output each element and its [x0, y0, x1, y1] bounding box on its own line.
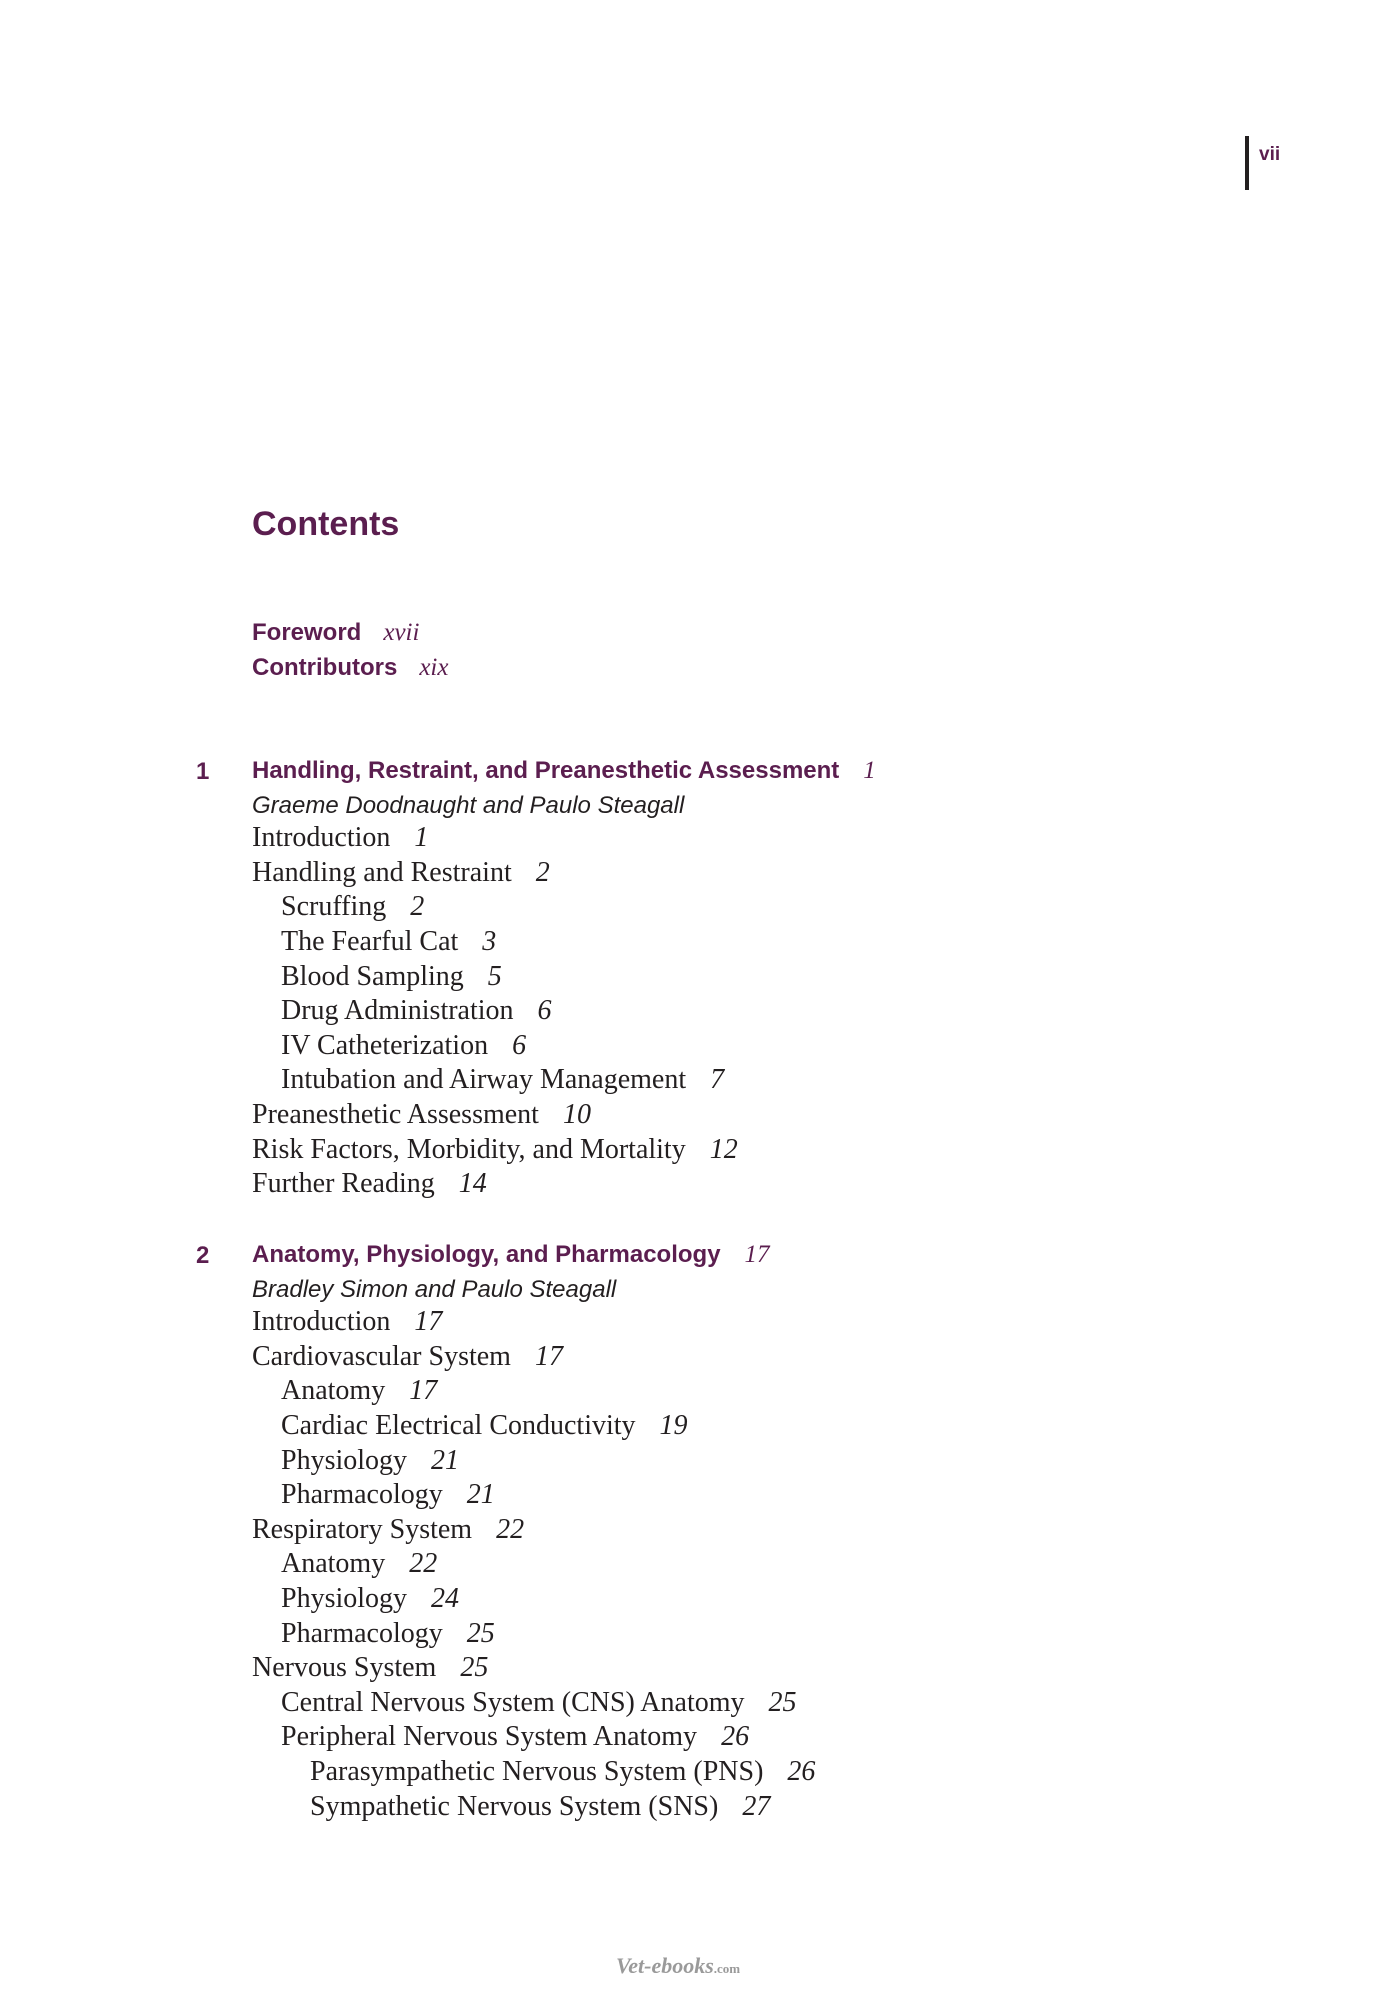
chapter-page: 17: [744, 1241, 770, 1268]
toc-entry-page: 19: [659, 1410, 688, 1441]
toc-entry-label: IV Catheterization: [281, 1029, 489, 1061]
toc-front-page: xvii: [383, 619, 420, 646]
toc-entry[interactable]: [281, 1721, 749, 1753]
toc-entry-page: 6: [512, 1029, 527, 1061]
toc-entry[interactable]: [281, 961, 502, 993]
toc-entry[interactable]: [281, 1687, 797, 1719]
chapter-title: Handling, Restraint, and Preanesthetic Assessment: [252, 757, 840, 784]
toc-entry-label: Physiology: [281, 1583, 408, 1614]
toc-entry-label: Parasympathetic Nervous System (PNS): [310, 1756, 764, 1787]
toc-entry-label: Cardiovascular System: [252, 1340, 511, 1372]
toc-entry[interactable]: [281, 1375, 437, 1407]
toc-entry[interactable]: [252, 1652, 488, 1684]
toc-entry-label: Scruffing: [281, 891, 387, 923]
toc-entry[interactable]: [252, 1099, 591, 1131]
toc-front-label: Foreword: [252, 619, 362, 646]
toc-front-label: Contributors: [252, 654, 398, 681]
toc-entry[interactable]: [281, 926, 496, 958]
toc-entry[interactable]: [252, 1168, 487, 1200]
toc-entry[interactable]: [281, 1030, 526, 1062]
toc-entry[interactable]: [281, 1410, 688, 1442]
chapter-page: 1: [863, 757, 876, 784]
toc-entry-page: 26: [787, 1756, 816, 1787]
toc-entry-page: 17: [414, 1306, 443, 1338]
toc-entry[interactable]: [252, 857, 550, 889]
toc-entry-label: Pharmacology: [281, 1479, 443, 1511]
toc-entry-page: 27: [742, 1790, 771, 1822]
watermark-suffix: .com: [713, 1961, 741, 1976]
toc-entry-page: 10: [562, 1099, 591, 1130]
toc-entry-label: The Fearful Cat: [281, 926, 459, 957]
toc-entry-label: Handling and Restraint: [252, 856, 512, 888]
toc-entry-label: Introduction: [252, 822, 391, 854]
toc-entry-page: 12: [709, 1133, 738, 1165]
chapter-title: Anatomy, Physiology, and Pharmacology: [252, 1241, 721, 1268]
toc-entry[interactable]: [252, 1341, 563, 1373]
toc-entry-page: 5: [487, 960, 502, 992]
toc-entry-label: Physiology: [281, 1444, 408, 1476]
toc-entry-page: 14: [458, 1168, 487, 1200]
toc-entry[interactable]: [281, 1583, 459, 1615]
toc-entry-page: 2: [410, 891, 425, 923]
toc-entry-page: 22: [496, 1513, 525, 1545]
toc-entry[interactable]: [310, 1791, 770, 1823]
toc-entry[interactable]: [281, 1064, 724, 1096]
toc-entry-label: Nervous System: [252, 1652, 437, 1684]
toc-front-foreword[interactable]: [252, 619, 419, 647]
toc-front-page: xix: [419, 654, 449, 681]
chapter-number: 2: [196, 1242, 210, 1269]
toc-entry[interactable]: [252, 1514, 524, 1546]
toc-entry-page: 7: [710, 1064, 725, 1096]
toc-entry-label: Blood Sampling: [281, 960, 464, 992]
toc-entry-label: Risk Factors, Morbidity, and Mortality: [252, 1133, 686, 1165]
toc-entry[interactable]: [281, 1618, 495, 1650]
toc-entry-label: Drug Administration: [281, 995, 514, 1027]
toc-entry[interactable]: [252, 1134, 738, 1166]
toc-entry-page: 25: [460, 1652, 489, 1684]
toc-entry-label: Respiratory System: [252, 1513, 473, 1545]
chapter-number: 1: [196, 758, 210, 785]
toc-entry-label: Peripheral Nervous System Anatomy: [281, 1721, 698, 1753]
toc-entry-page: 25: [768, 1686, 797, 1718]
toc-entry-page: 22: [409, 1548, 438, 1580]
chapter-title-link[interactable]: [252, 757, 876, 785]
toc-entry-page: 24: [431, 1583, 460, 1614]
toc-entry-label: Cardiac Electrical Conductivity: [281, 1410, 636, 1441]
chapter-authors: Graeme Doodnaught and Paulo Steagall: [252, 791, 685, 819]
toc-entry[interactable]: [281, 995, 552, 1027]
toc-entry-page: 21: [466, 1479, 495, 1511]
toc-entry-label: Anatomy: [281, 1375, 386, 1407]
toc-entry[interactable]: [252, 822, 428, 854]
page-title: Contents: [252, 505, 400, 543]
toc-entry-page: 21: [431, 1444, 460, 1476]
toc-entry-label: Central Nervous System (CNS) Anatomy: [281, 1686, 745, 1718]
toc-entry-page: 2: [535, 856, 550, 888]
toc-entry[interactable]: [281, 1445, 459, 1477]
watermark-logo: [616, 1953, 740, 1979]
toc-entry[interactable]: [281, 891, 424, 923]
toc-entry-page: 3: [482, 926, 497, 957]
chapter-title-link[interactable]: [252, 1241, 770, 1269]
toc-front-contributors[interactable]: [252, 654, 448, 682]
toc-entry-label: Preanesthetic Assessment: [252, 1099, 539, 1130]
chapter-authors: Bradley Simon and Paulo Steagall: [252, 1275, 617, 1303]
toc-entry-page: 17: [534, 1340, 563, 1372]
watermark-main: Vet-ebooks: [616, 1953, 714, 1978]
toc-entry-label: Introduction: [252, 1306, 391, 1338]
toc-entry[interactable]: [252, 1306, 442, 1338]
toc-entry-page: 17: [409, 1375, 438, 1407]
toc-entry-page: 6: [537, 995, 552, 1027]
toc-entry-page: 1: [414, 822, 429, 854]
toc-entry[interactable]: [281, 1548, 437, 1580]
toc-entry-page: 25: [466, 1617, 495, 1649]
toc-entry-label: Further Reading: [252, 1168, 435, 1200]
toc-entry-page: 26: [721, 1721, 750, 1753]
toc-entry-label: Pharmacology: [281, 1617, 443, 1649]
toc-entry[interactable]: [310, 1756, 815, 1788]
toc-entry[interactable]: [281, 1479, 495, 1511]
toc-entry-label: Sympathetic Nervous System (SNS): [310, 1790, 719, 1822]
toc-entry-label: Intubation and Airway Management: [281, 1064, 687, 1096]
page-number: vii: [1259, 144, 1281, 165]
toc-entry-label: Anatomy: [281, 1548, 386, 1580]
page-number-rule: [1245, 136, 1249, 190]
